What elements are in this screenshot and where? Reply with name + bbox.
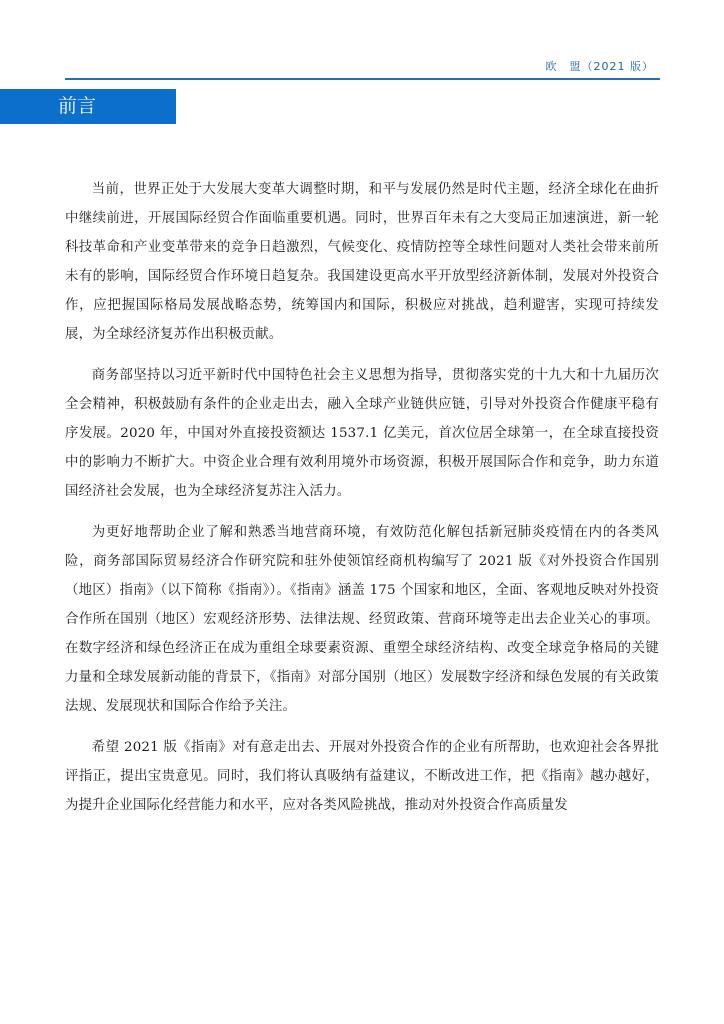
body-text: [65, 175, 659, 832]
running-header: 欧 盟（2021 版）: [545, 60, 654, 73]
paragraph-4: 希望 2021 版《指南》对有意走出去、开展对外投资合作的企业有所帮助，也欢迎社会各界批评指正，提出宝贵意见。同时，我们将认真吸纳有益建议，不断改进工作，把《指南》越办越好，为提升企业国际化经营能力和水平，应对各类风险挑战，推动对外投资合作高质量发: [65, 740, 659, 813]
section-title: 前言: [58, 95, 97, 117]
paragraph-2: 商务部坚持以习近平新时代中国特色社会主义思想为指导，贯彻落实党的十九大和十九届历次全会精神，积极鼓励有条件的企业走出去，融入全球产业链供应链，引导对外投资合作健康平稳有序发展。2020 年，中国对外直接投资额达 1537.1 亿美元，首次位居全球第一，在全球直接投资中的影响力不断扩大。中资企业合理有效利用境外市场资源，积极开展国际合作和竞争，助力东道国经济社会发展，也为全球经济复苏注入活力。: [65, 368, 659, 499]
paragraph-3: 为更好地帮助企业了解和熟悉当地营商环境，有效防范化解包括新冠肺炎疫情在内的各类风险，商务部国际贸易经济合作研究院和驻外使领馆经商机构编写了 2021 版《对外投资合作国别（地区）指南》（以下简称《指南》）。《指南》涵盖 175 个国家和地区，全面、客观地反映对外投资合作所在国别（地区）宏观经济形势、法律法规、经贸政策、营商环境等走出去企业关心的事项。在数字经济和绿色经济正在成为重组全球要素资源、重塑全球经济结构、改变全球竞争格局的关键力量和全球发展新动能的背景下，《指南》对部分国别（地区）发展数字经济和绿色发展的有关政策法规、发展现状和国际合作给予关注。: [65, 525, 659, 714]
paragraph-1: 当前，世界正处于大发展大变革大调整时期，和平与发展仍然是时代主题，经济全球化在曲折中继续前进，开展国际经贸合作面临重要机遇。同时，世界百年未有之大变局正加速演进，新一轮科技革命和产业变革带来的竞争日趋激烈，气候变化、疫情防控等全球性问题对人类社会带来前所未有的影响，国际经贸合作环境日趋复杂。我国建设更高水平开放型经济新体制，发展对外投资合作，应把握国际格局发展战略态势，统筹国内和国际，积极应对挑战，趋利避害，实现可持续发展，为全球经济复苏作出积极贡献。: [65, 182, 659, 342]
header-rule: [65, 78, 660, 80]
